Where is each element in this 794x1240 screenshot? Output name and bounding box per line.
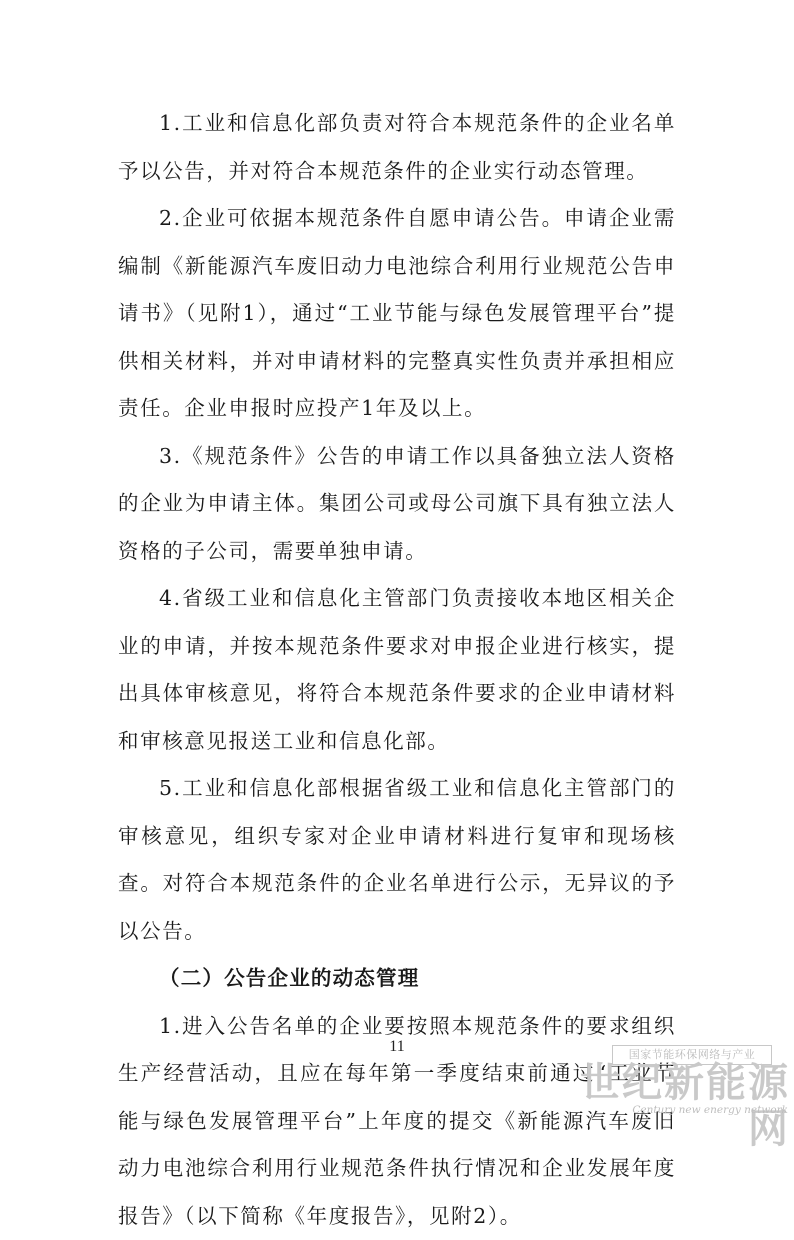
watermark-logo: 世纪新能源网 [560, 1060, 790, 1152]
section-heading: （二）公告企业的动态管理 [118, 955, 676, 1003]
page-number: 11 [0, 1038, 794, 1056]
watermark-subtitle: Century new energy network [560, 1104, 788, 1116]
paragraph-6: 1.进入公告名单的企业要按照本规范条件的要求组织生产经营活动，且应在每年第一季度结束前通过“工业节能与绿色发展管理平台”上年度的提交《新能源汽车废旧动力电池综合利用行业规范条件执行情况和企业发展年度报告》（以下简称《年度报告》，见附2）。 [118, 1003, 676, 1240]
paragraph-3: 3.《规范条件》公告的申请工作以具备独立法人资格的企业为申请主体。集团公司或母公司旗下具有独立法人资格的子公司，需要单独申请。 [118, 433, 676, 576]
paragraph-5: 5.工业和信息化部根据省级工业和信息化主管部门的审核意见，组织专家对企业申请材料进行复审和现场核查。对符合本规范条件的企业名单进行公示，无异议的予以公告。 [118, 765, 676, 955]
paragraph-2: 2.企业可依据本规范条件自愿申请公告。申请企业需编制《新能源汽车废旧动力电池综合利用行业规范公告申请书》（见附1），通过“工业节能与绿色发展管理平台”提供相关材料，并对申请材料的完整真实性负责并承担相应责任。企业申报时应投产1年及以上。 [118, 195, 676, 433]
watermark-box: 国家节能环保网络与产业 [612, 1045, 772, 1065]
paragraph-4: 4.省级工业和信息化主管部门负责接收本地区相关企业的申请，并按本规范条件要求对申报企业进行核实，提出具体审核意见，将符合本规范条件要求的企业申请材料和审核意见报送工业和信息化部。 [118, 575, 676, 765]
paragraph-1: 1.工业和信息化部负责对符合本规范条件的企业名单予以公告，并对符合本规范条件的企业实行动态管理。 [118, 100, 676, 195]
